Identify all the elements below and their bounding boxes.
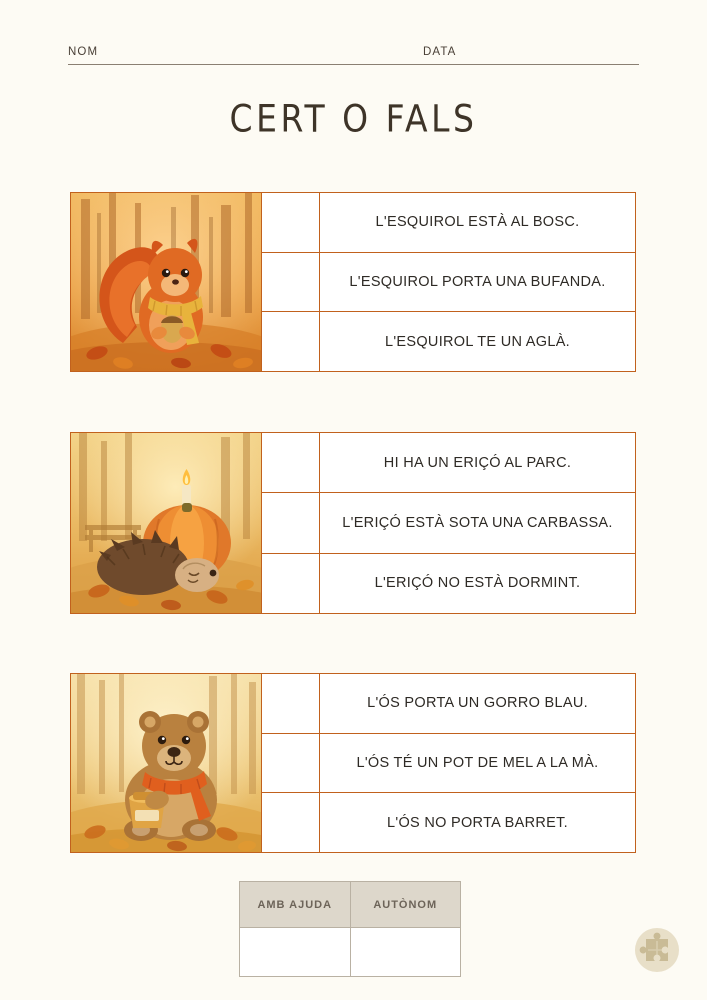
- statement-rows: [262, 674, 635, 852]
- statement-row: [262, 493, 635, 553]
- statement-row: [262, 253, 635, 313]
- page-title: CERT O FALS: [229, 96, 478, 141]
- autonom-header: AUTÒNOM: [351, 882, 461, 928]
- statement-row: [262, 674, 635, 734]
- exercise-block: [70, 192, 636, 372]
- answer-box[interactable]: [262, 554, 320, 613]
- statement-text: L'ÓS PORTA UN GORRO BLAU.: [367, 695, 588, 712]
- date-field-label: DATA: [423, 46, 457, 58]
- statement-row: [262, 193, 635, 253]
- statement-rows: [262, 193, 635, 371]
- answer-box[interactable]: [262, 493, 320, 552]
- answer-box[interactable]: [262, 674, 320, 733]
- statement-text: L'ÓS NO PORTA BARRET.: [387, 814, 568, 831]
- exercise-block: [70, 432, 636, 614]
- statement-text: L'ÓS TÉ UN POT DE MEL A LA MÀ.: [356, 755, 599, 771]
- bear-honey-illustration: [71, 674, 262, 852]
- self-assessment-body-row: [240, 928, 460, 976]
- statement-text: L'ESQUIROL PORTA UNA BUFANDA.: [349, 274, 606, 290]
- statement-text: L'ESQUIROL ESTÀ AL BOSC.: [375, 214, 580, 231]
- statement-text: HI HA UN ERIÇÓ AL PARC.: [383, 454, 572, 471]
- answer-box[interactable]: [262, 312, 320, 371]
- answer-box[interactable]: [262, 433, 320, 492]
- self-assessment-header-row: [240, 882, 460, 928]
- hedgehog-pumpkin-illustration: [71, 433, 262, 613]
- statement-row: [262, 554, 635, 613]
- name-field-label: NOM: [68, 46, 99, 58]
- puzzle-piece-logo: [634, 927, 680, 973]
- statement-text: L'ERIÇÓ NO ESTÀ DORMINT.: [374, 575, 581, 592]
- worksheet-header: [68, 0, 639, 65]
- squirrel-autumn-illustration: [71, 193, 262, 371]
- statement-row: [262, 734, 635, 794]
- amb-ajuda-header: AMB AJUDA: [240, 882, 351, 928]
- statement-rows: [262, 433, 635, 613]
- amb-ajuda-checkbox[interactable]: [240, 928, 351, 976]
- answer-box[interactable]: [262, 734, 320, 793]
- answer-box[interactable]: [262, 193, 320, 252]
- statement-row: [262, 312, 635, 371]
- statement-text: L'ESQUIROL TE UN AGLÀ.: [384, 333, 571, 350]
- self-assessment-table: [239, 881, 461, 977]
- autonom-checkbox[interactable]: [351, 928, 461, 976]
- answer-box[interactable]: [262, 793, 320, 852]
- statement-row: [262, 793, 635, 852]
- answer-box[interactable]: [262, 253, 320, 312]
- exercise-block: [70, 673, 636, 853]
- statement-row: [262, 433, 635, 493]
- statement-text: L'ERIÇÓ ESTÀ SOTA UNA CARBASSA.: [342, 514, 613, 531]
